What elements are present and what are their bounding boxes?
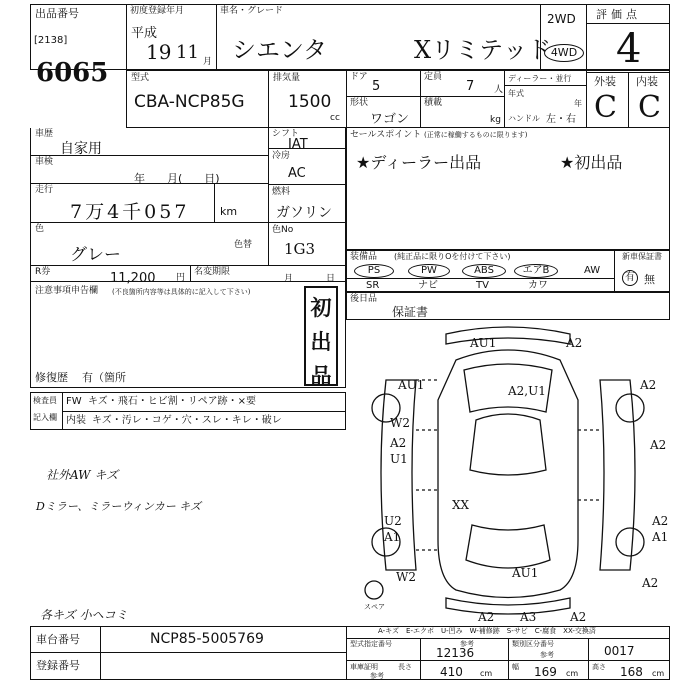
width: 169 — [534, 665, 557, 679]
interior-items: キズ・汚レ・コゲ・穴・スレ・キレ・破レ — [92, 415, 282, 426]
attachments-label: 後日品 — [350, 294, 378, 304]
registration-month-unit: 月 — [203, 57, 213, 67]
equip-ps — [354, 264, 394, 278]
doors: 5 — [372, 79, 381, 94]
damage-mark: U2 — [384, 514, 402, 528]
model-year-label: 年式 — [508, 89, 524, 98]
caution-label: 注意事項申告欄 — [35, 286, 99, 296]
displacement-label: 排気量 — [273, 73, 301, 83]
length-label: 長さ — [398, 663, 412, 671]
damage-mark: A2 — [390, 436, 407, 450]
damage-mark: A2 — [650, 438, 667, 452]
score-interior: C — [638, 90, 661, 125]
equip-abs — [462, 264, 506, 278]
wheel-front-right — [616, 394, 644, 422]
interior-label: 内装 — [636, 75, 658, 88]
damage-mark: A2,U1 — [508, 384, 546, 398]
width-unit: cm — [566, 669, 579, 678]
shape: ワゴン — [370, 112, 410, 127]
year-unit: 年 — [574, 99, 582, 108]
damage-mark: A2 — [570, 610, 587, 624]
shift: IAT — [288, 137, 308, 152]
designation-label: 型式指定番号 — [350, 640, 392, 648]
registration-month: 11 — [176, 42, 199, 63]
drive-4wd-circled — [544, 44, 584, 62]
damage-mark: A2 — [642, 576, 659, 590]
damage-mark: A2 — [652, 514, 669, 528]
width-label: 幅 — [512, 663, 519, 671]
displacement-unit: cc — [330, 113, 340, 123]
category-label: 類別区分番号 — [512, 640, 554, 648]
designation-ref: 参考 — [460, 640, 474, 648]
dims-ref: 参考 — [370, 672, 384, 680]
rear-bumper — [446, 598, 570, 614]
history-label: 車歴 — [35, 129, 54, 139]
displacement: 1500 — [288, 92, 332, 112]
name-change-month: 月 — [284, 274, 294, 284]
equip-tv: TV — [476, 280, 489, 291]
damage-mark: U1 — [390, 452, 408, 466]
model-name: シエンタ — [232, 36, 328, 64]
body-label: 車庫証明 — [350, 663, 378, 671]
load-unit: kg — [490, 115, 501, 125]
chassis-label: 車台番号 — [36, 633, 80, 646]
drive-4wd: 4WD — [550, 46, 578, 59]
first-listing-stamp — [304, 286, 338, 386]
damage-mark: W2 — [390, 416, 410, 430]
history-value: 自家用 — [60, 141, 102, 157]
color-no-label: 色No — [272, 225, 294, 235]
lot-label: 出品番号 — [35, 7, 79, 20]
diagram-legend: A-キズ E-エクボ U-凹み W-補修跡 S-サビ C-腐食 XX-交換済 — [378, 627, 596, 635]
model-grade: Xリミテッド — [414, 36, 552, 64]
score-exterior: C — [594, 90, 617, 125]
equip-abs-text: ABS — [474, 265, 494, 276]
equip-airbag — [514, 264, 558, 278]
inspector-label-2: 記入欄 — [33, 413, 57, 422]
shift-label: シフト — [272, 129, 300, 139]
type-label: 型式 — [131, 73, 150, 83]
damage-mark: A2 — [566, 336, 583, 350]
score-overall: 4 — [616, 26, 642, 72]
equip-aw: AW — [584, 265, 601, 276]
doors-label: ドア — [350, 72, 368, 82]
reg-label: 登録番号 — [36, 659, 80, 672]
stamp-char-2: 出 — [310, 330, 332, 354]
registration-year: 19 — [146, 40, 172, 64]
repair-label: 修復歴 — [35, 371, 68, 384]
drive-2wd: 2WD — [547, 12, 576, 26]
color-code-label: 色替 — [234, 240, 253, 250]
equip-ps-text: PS — [367, 265, 381, 276]
height-unit: cm — [652, 669, 665, 678]
sales-point-block — [346, 128, 670, 250]
right-side-panel — [600, 380, 635, 570]
sales-point-first: ★初出品 — [560, 153, 623, 172]
color-label: 色 — [35, 224, 45, 234]
memo-line-2: Dミラー、ミラーウィンカー キズ — [36, 500, 201, 513]
height-label: 高さ — [592, 663, 606, 671]
height: 168 — [620, 665, 643, 679]
new-warranty-label: 新車保証書 — [622, 252, 662, 261]
damage-mark: AU1 — [470, 336, 497, 350]
equip-sr: SR — [366, 280, 380, 291]
damage-mark: AU1 — [398, 378, 425, 392]
color-no: 1G3 — [284, 240, 316, 258]
wheel-rear-right — [616, 528, 644, 556]
mileage: 7万4千057 — [70, 201, 190, 223]
damage-mark: A2 — [478, 610, 495, 624]
model-type: CBA-NCP85G — [134, 92, 245, 112]
score-label: 評価点 — [596, 8, 641, 21]
capacity-unit: 人 — [494, 85, 504, 95]
shape-label: 形状 — [350, 98, 369, 108]
damage-mark: W2 — [396, 570, 416, 584]
inspection-value: 年 月( 日) — [134, 172, 220, 185]
warranty-yes: 有 — [625, 272, 635, 283]
stamp-char-1: 初 — [310, 296, 332, 320]
memo-line-3: 各キズ 小ヘコミ — [40, 608, 128, 622]
equip-navi: ナビ — [418, 280, 438, 291]
repair-value: 有（箇所 — [82, 371, 126, 384]
registration-label: 初度登録年月 — [130, 6, 185, 16]
name-change-label: 名変期限 — [194, 267, 231, 277]
lot-code: [2138] — [34, 35, 68, 46]
warranty-no: 無 — [644, 273, 655, 286]
chassis-number: NCP85-5005769 — [150, 631, 264, 647]
exterior-label: 外装 — [594, 75, 616, 88]
sales-point-label: セールスポイント — [350, 130, 422, 140]
designation: 12136 — [436, 646, 475, 660]
caution-block — [30, 282, 346, 388]
model-label: 車名・グレード — [220, 6, 284, 16]
ac: AC — [288, 166, 306, 181]
damage-mark: A1 — [384, 530, 401, 544]
damage-mark: A2 — [640, 378, 657, 392]
ac-label: 冷房 — [272, 151, 291, 161]
spare-tire — [365, 581, 383, 599]
equip-pw — [408, 264, 450, 278]
car-roof — [470, 414, 546, 475]
caution-note: (不良箇所内容等は具体的に記入して下さい) — [112, 288, 251, 296]
fw-label: FW — [66, 396, 82, 407]
equipment-note: (純正品に限りΟを付けて下さい) — [394, 252, 511, 261]
handle-label: ハンドル — [508, 114, 540, 123]
length: 410 — [440, 665, 463, 679]
recycle-label: R券 — [35, 267, 51, 277]
mileage-label: 走行 — [35, 185, 54, 195]
category-ref: 参考 — [540, 651, 554, 659]
equip-pw-text: PW — [421, 265, 437, 276]
lot-number: 6065 — [36, 58, 109, 88]
car-rear-window — [466, 525, 550, 568]
recycle-fee: 11,200 — [110, 271, 156, 286]
memo-line-1: 社外AW キズ — [46, 468, 119, 482]
warranty-yes-circle — [622, 270, 638, 286]
damage-mark: A1 — [652, 530, 669, 544]
handle: 左・右 — [546, 114, 576, 125]
equip-leather: カワ — [528, 280, 548, 291]
damage-mark: XX — [452, 498, 470, 512]
fuel-label: 燃料 — [272, 187, 291, 197]
color: グレー — [70, 245, 121, 265]
dealer-label: ディーラー・並行 — [508, 74, 572, 83]
stamp-char-3: 品 — [310, 364, 332, 388]
load-label: 積載 — [424, 98, 443, 108]
warranty-doc: 保証書 — [392, 305, 429, 319]
equipment-label: 装備品 — [350, 252, 378, 262]
equip-airbag-text: エアB — [522, 265, 550, 276]
damage-mark: A3 — [520, 610, 537, 624]
damage-mark: AU1 — [512, 566, 539, 580]
category: 0017 — [604, 644, 635, 658]
interior-inspect-label: 内装 — [66, 415, 86, 426]
sales-point-dealer: ★ディーラー出品 — [356, 153, 482, 172]
fuel: ガソリン — [276, 205, 332, 221]
length-unit: cm — [480, 669, 493, 678]
registration-era: 平成 — [131, 26, 158, 41]
capacity: 7 — [466, 79, 475, 94]
sales-point-note: (正常に稼働するものに限ります) — [424, 131, 528, 139]
front-bumper — [446, 327, 570, 344]
inspection-label: 車検 — [35, 157, 54, 167]
damage-diagram — [346, 320, 670, 622]
inspector-label-1: 検査員 — [33, 396, 57, 405]
capacity-label: 定員 — [424, 72, 443, 82]
name-change-day: 日 — [326, 274, 336, 284]
recycle-unit: 円 — [176, 273, 186, 283]
mileage-unit: km — [220, 205, 238, 218]
fw-items: キズ・飛石・ヒビ割・リペア跡・×要 — [88, 396, 256, 407]
spare-label: スペア — [364, 603, 385, 611]
